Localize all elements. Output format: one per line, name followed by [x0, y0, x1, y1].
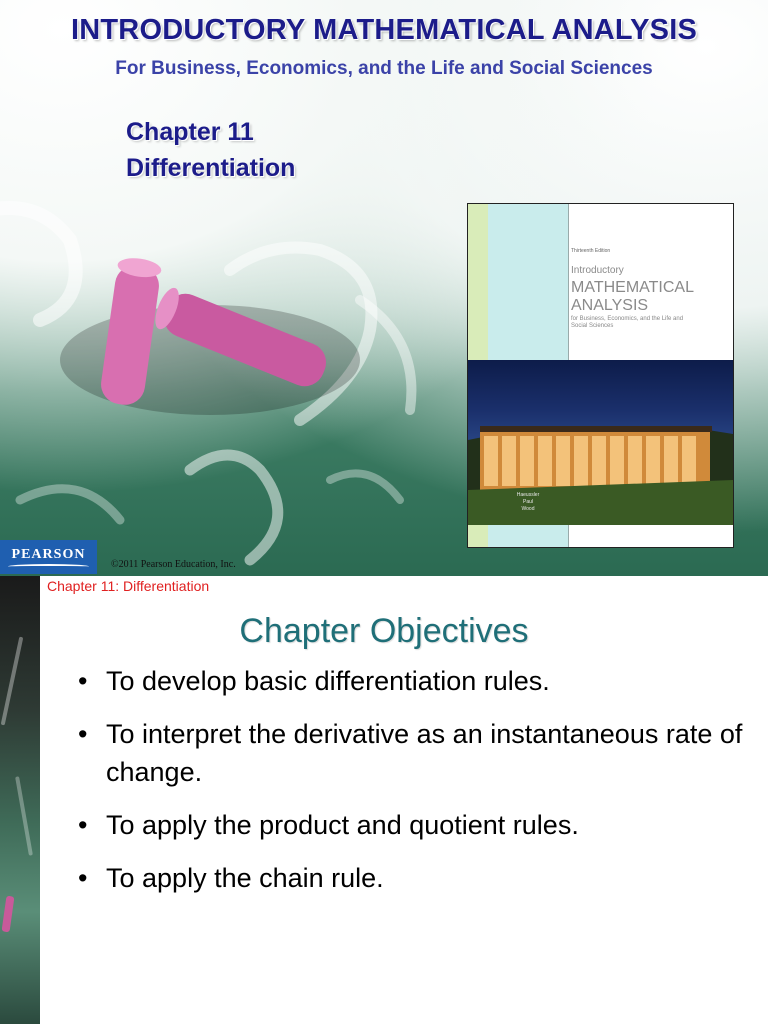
book-cover-title-line1: Introductory: [571, 265, 624, 276]
book-title: INTRODUCTORY MATHEMATICAL ANALYSIS: [70, 14, 698, 46]
slide-title: Chapter Objectives: [239, 612, 529, 650]
book-cover-edition: Thirteenth Edition: [571, 248, 611, 254]
list-item: • To develop basic differentiation rules.: [78, 662, 748, 700]
book-cover-authors: Haeussler Paul Wood: [516, 492, 540, 512]
objectives-list: [78, 662, 748, 912]
slide-header: Chapter 11: Differentiation: [47, 578, 210, 594]
bullet-icon: •: [78, 666, 88, 696]
objectives-slide: [0, 576, 768, 1024]
list-item: • To apply the chain rule.: [78, 859, 748, 897]
pink-chalk-icon: [2, 896, 15, 933]
book-subtitle: For Business, Economics, and the Life and Social Sciences: [115, 58, 653, 79]
book-cover-title-line3: ANALYSIS: [571, 297, 649, 314]
pearson-logo: PEARSON: [0, 540, 97, 574]
book-cover-subtitle: for Business, Economics, and the Life and Social Sciences: [571, 316, 684, 329]
list-item: • To interpret the derivative as an instantaneous rate of change.: [78, 715, 748, 791]
book-cover-title-line2: MATHEMATICAL: [571, 279, 694, 296]
chapter-heading: [126, 114, 295, 186]
book-cover-image: [467, 203, 734, 548]
bullet-icon: •: [78, 863, 88, 893]
bullet-icon: •: [78, 810, 88, 840]
bullet-icon: •: [78, 719, 88, 749]
chapter-name: Differentiation: [126, 154, 296, 182]
copyright-notice: ©2011 Pearson Education, Inc.: [111, 559, 236, 570]
chapter-number: Chapter 11: [126, 118, 254, 146]
list-item: • To apply the product and quotient rules.: [78, 806, 748, 844]
